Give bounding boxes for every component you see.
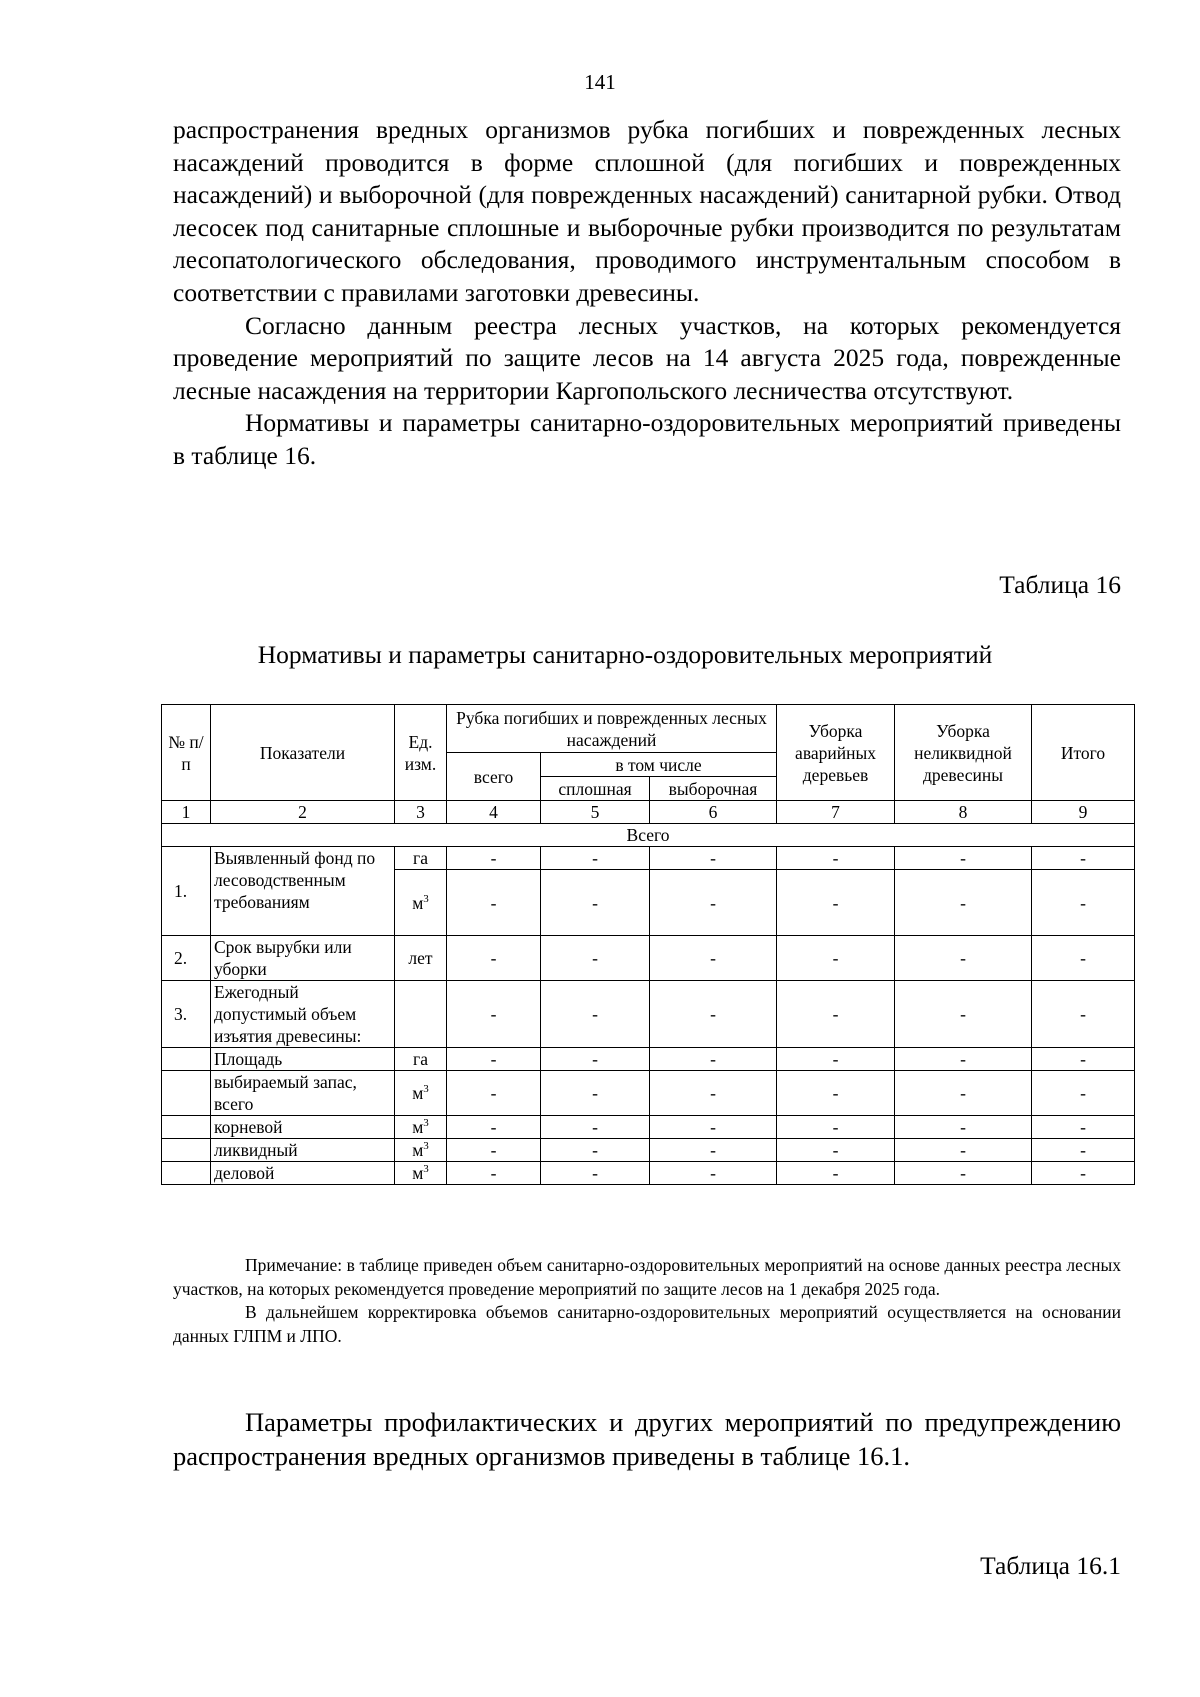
- cell: -: [541, 1116, 650, 1139]
- cell: -: [895, 1116, 1032, 1139]
- cell: -: [541, 870, 650, 936]
- table-label: Таблица 16: [999, 570, 1121, 599]
- header-selective: выборочная: [650, 777, 777, 801]
- body-text-top: [173, 114, 1121, 473]
- cell: -: [650, 936, 777, 981]
- table-row: [162, 1048, 1135, 1071]
- cell: -: [541, 1139, 650, 1162]
- col-number: 3: [395, 801, 447, 824]
- row-number: [162, 1116, 211, 1139]
- column-number-row: [162, 801, 1135, 824]
- header-illiquid: Уборка неликвидной древесины: [895, 705, 1032, 801]
- paragraph: распространения вредных организмов рубка погибших и поврежденных лесных насаждений проводится в форме сплошной (для погибших и поврежденных насаждений) и выборочной (для поврежденных насаждений) санитарной рубки. Отвод лесосек под санитарные сплошные и выборочные рубки производится по результатам лесопатологического обследования, проводимого инструментальным способом в соответствии с правилами заготовки древесины.: [173, 115, 1121, 307]
- cell: -: [541, 936, 650, 981]
- row-unit: $м^3$: [395, 870, 447, 936]
- paragraph: Согласно данным реестра лесных участков, на которых рекомендуется проведение мероприятий по защите лесов на 14 августа 2025 года, поврежденные лесные насаждения на территории Каргопольского лесничества отсутствуют.: [173, 310, 1121, 405]
- row-name: Ежегодный допустимый объем изъятия древесины:: [211, 981, 395, 1048]
- cell: -: [1032, 981, 1135, 1048]
- cell: -: [777, 936, 895, 981]
- sanitary-measures-table: [161, 704, 1135, 1185]
- cell: -: [895, 1139, 1032, 1162]
- cell: -: [650, 1048, 777, 1071]
- cell: -: [447, 936, 541, 981]
- cell: -: [447, 1139, 541, 1162]
- cell: -: [541, 981, 650, 1048]
- table-row: [162, 1139, 1135, 1162]
- col-number: 8: [895, 801, 1032, 824]
- cell: -: [447, 1116, 541, 1139]
- row-number: [162, 1048, 211, 1071]
- row-name: деловой: [211, 1162, 395, 1185]
- cell: -: [447, 1048, 541, 1071]
- col-number: 9: [1032, 801, 1135, 824]
- cell: -: [777, 1162, 895, 1185]
- row-number: [162, 1071, 211, 1116]
- cell: -: [1032, 870, 1135, 936]
- cell: -: [447, 1071, 541, 1116]
- header-felling: Рубка погибших и поврежденных лесных насаждений: [447, 705, 777, 753]
- cell: -: [777, 981, 895, 1048]
- cell: -: [1032, 936, 1135, 981]
- row-unit: $м^3$: [395, 1162, 447, 1185]
- section-total: Всего: [162, 824, 1135, 847]
- header-num: № п/п: [162, 705, 211, 801]
- cell: -: [1032, 1139, 1135, 1162]
- row-name: корневой: [211, 1116, 395, 1139]
- row-number: 3.: [162, 981, 211, 1048]
- cell: -: [650, 870, 777, 936]
- table-note: [173, 1254, 1121, 1348]
- row-unit: $м^3$: [395, 1071, 447, 1116]
- row-name: Выявленный фонд по лесоводственным требованиям: [211, 847, 395, 936]
- cell: -: [1032, 1116, 1135, 1139]
- row-unit: $м^3$: [395, 1116, 447, 1139]
- cell: -: [447, 847, 541, 870]
- cell: -: [541, 1071, 650, 1116]
- cell: -: [1032, 847, 1135, 870]
- cell: -: [1032, 1048, 1135, 1071]
- cell: -: [650, 1116, 777, 1139]
- cell: -: [650, 981, 777, 1048]
- row-unit: $м^3$: [395, 1139, 447, 1162]
- header-including: в том числе: [541, 753, 777, 777]
- col-number: 2: [211, 801, 395, 824]
- note-paragraph: В дальнейшем корректировка объемов санитарно-оздоровительных мероприятий осуществляется на основании данных ГЛПМ и ЛПО.: [173, 1302, 1121, 1346]
- table-title: Нормативы и параметры санитарно-оздоровительных мероприятий: [257, 640, 993, 669]
- row-name: Площадь: [211, 1048, 395, 1071]
- cell: -: [895, 847, 1032, 870]
- col-number: 1: [162, 801, 211, 824]
- header-sum: Итого: [1032, 705, 1135, 801]
- cell: -: [895, 1071, 1032, 1116]
- cell: -: [895, 981, 1032, 1048]
- cell: -: [777, 870, 895, 936]
- paragraph: Параметры профилактических и других мероприятий по предупреждению распространения вредных организмов приведены в таблице 16.1.: [173, 1407, 1121, 1471]
- table-label-16-1: Таблица 16.1: [980, 1551, 1121, 1580]
- header-clear: сплошная: [541, 777, 650, 801]
- cell: -: [541, 847, 650, 870]
- table-row: [162, 1162, 1135, 1185]
- table-row: [162, 936, 1135, 981]
- cell: -: [777, 1071, 895, 1116]
- cell: -: [1032, 1162, 1135, 1185]
- row-number: 1.: [162, 847, 211, 936]
- cell: -: [895, 1048, 1032, 1071]
- table-row: [162, 981, 1135, 1048]
- cell: -: [895, 1162, 1032, 1185]
- row-name: ликвидный: [211, 1139, 395, 1162]
- cell: -: [541, 1048, 650, 1071]
- row-unit: га: [395, 1048, 447, 1071]
- cell: -: [1032, 1071, 1135, 1116]
- header-total: всего: [447, 753, 541, 801]
- cell: -: [650, 1162, 777, 1185]
- col-number: 7: [777, 801, 895, 824]
- col-number: 6: [650, 801, 777, 824]
- col-number: 5: [541, 801, 650, 824]
- col-number: 4: [447, 801, 541, 824]
- cell: -: [650, 1071, 777, 1116]
- cell: -: [895, 870, 1032, 936]
- table-row: [162, 1071, 1135, 1116]
- table-row: [162, 1116, 1135, 1139]
- cell: -: [777, 1048, 895, 1071]
- row-unit: лет: [395, 936, 447, 981]
- header-emergency: Уборка аварийных деревьев: [777, 705, 895, 801]
- row-unit: га: [395, 847, 447, 870]
- paragraph: Нормативы и параметры санитарно-оздоровительных мероприятий приведены в таблице 16.: [173, 408, 1121, 470]
- cell: -: [777, 847, 895, 870]
- cell: -: [777, 1139, 895, 1162]
- table-row: [162, 847, 1135, 870]
- note-paragraph: Примечание: в таблице приведен объем санитарно-оздоровительных мероприятий на основе данных реестра лесных участков, на которых рекомендуется проведение мероприятий по защите лесов на 1 декабря 2025 года.: [173, 1255, 1121, 1299]
- cell: -: [650, 847, 777, 870]
- row-name: Срок вырубки или уборки: [211, 936, 395, 981]
- cell: -: [447, 981, 541, 1048]
- cell: -: [447, 870, 541, 936]
- header-unit: Ед. изм.: [395, 705, 447, 801]
- row-number: 2.: [162, 936, 211, 981]
- row-unit: [395, 981, 447, 1048]
- cell: -: [650, 1139, 777, 1162]
- row-number: [162, 1139, 211, 1162]
- row-number: [162, 1162, 211, 1185]
- cell: -: [541, 1162, 650, 1185]
- page-number: 141: [584, 70, 616, 94]
- cell: -: [777, 1116, 895, 1139]
- body-text-bottom: [173, 1405, 1121, 1473]
- cell: -: [447, 1162, 541, 1185]
- row-name: выбираемый запас, всего: [211, 1071, 395, 1116]
- cell: -: [895, 936, 1032, 981]
- header-indicators: Показатели: [211, 705, 395, 801]
